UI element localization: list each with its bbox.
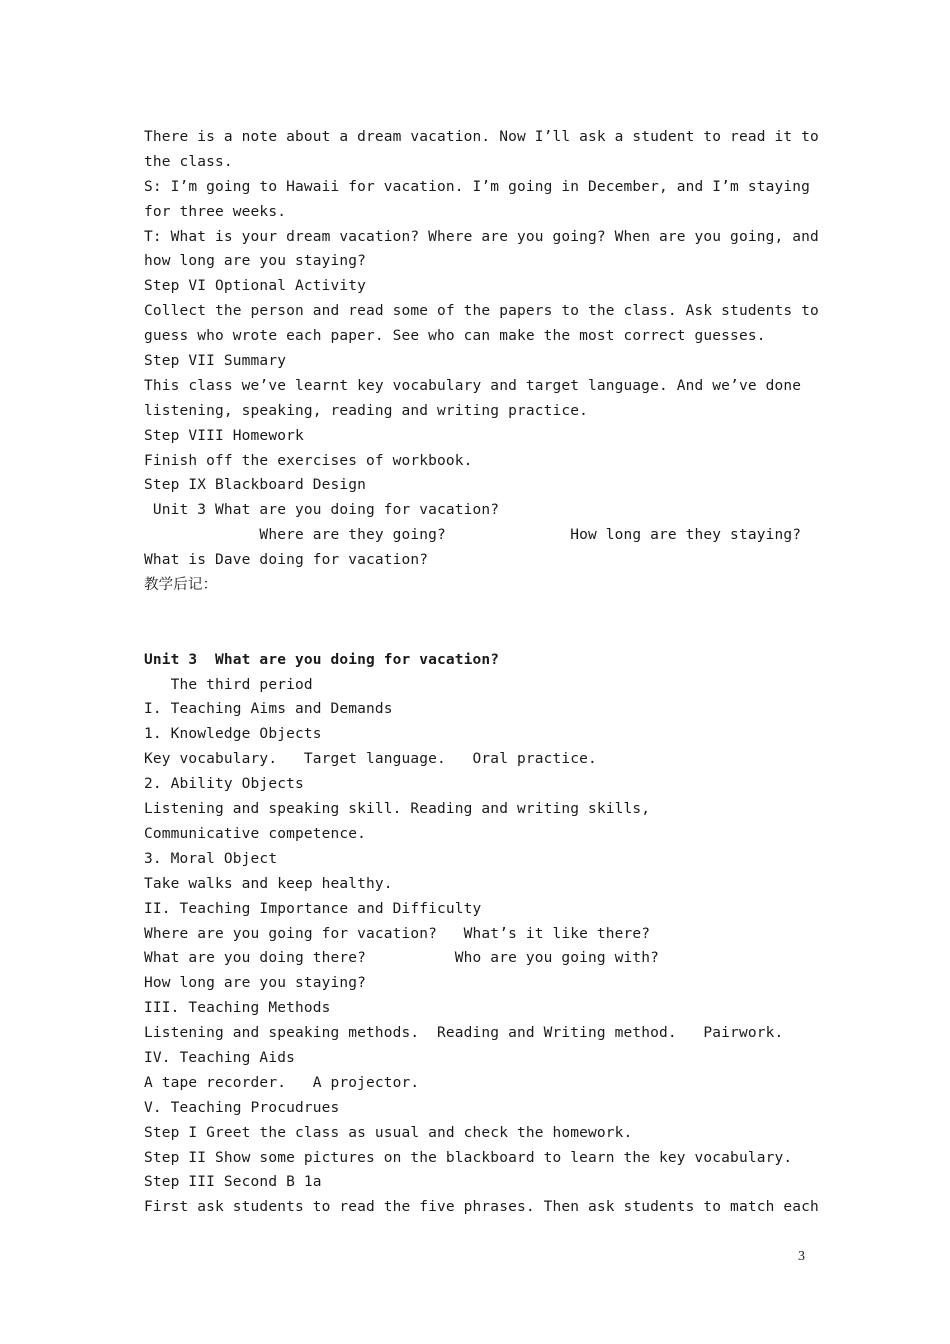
text-line: S: I’m going to Hawaii for vacation. I’m going in December, and I’m staying (144, 178, 810, 195)
text-line: Step VI Optional Activity (144, 278, 366, 295)
text-line: Step I Greet the class as usual and check the homework. (144, 1124, 633, 1141)
text-line: Collect the person and read some of the papers to the class. Ask students to (144, 303, 819, 320)
text-line: for three weeks. (144, 203, 287, 220)
text-line: Listening and speaking methods. Reading and Writing method. Pairwork. (144, 1025, 784, 1042)
text-line: Communicative competence. (144, 825, 366, 842)
text-line: Step II Show some pictures on the blackboard to learn the key vocabulary. (144, 1149, 793, 1166)
text-line: The third period (144, 676, 313, 693)
text-line: Take walks and keep healthy. (144, 875, 393, 892)
text-line (144, 623, 814, 648)
section-heading: Unit 3 What are you doing for vacation? (144, 651, 500, 668)
text-line: the class. (144, 153, 233, 170)
page-number: 3 (798, 1249, 805, 1264)
text-line: 2. Ability Objects (144, 776, 304, 793)
text-line: how long are you staying? (144, 253, 366, 270)
text-line: What is Dave doing for vacation? (144, 552, 429, 569)
text-line: T: What is your dream vacation? Where are you going? When are you going, and (144, 228, 819, 245)
text-line: V. Teaching Procudrues (144, 1099, 340, 1116)
text-line: II. Teaching Importance and Difficulty (144, 900, 482, 917)
text-line: Finish off the exercises of workbook. (144, 452, 473, 469)
text-line: Step IX Blackboard Design (144, 477, 366, 494)
text-line: How long are you staying? (144, 975, 366, 992)
text-line: What are you doing there? Who are you going with? (144, 950, 660, 967)
text-line: Listening and speaking skill. Reading and writing skills, (144, 801, 651, 818)
text-line: Key vocabulary. Target language. Oral practice. (144, 751, 597, 768)
text-line: IV. Teaching Aids (144, 1049, 295, 1066)
text-line: Step VII Summary (144, 353, 287, 370)
text-line: listening, speaking, reading and writing practice. (144, 402, 588, 419)
text-line: Step VIII Homework (144, 427, 304, 444)
text-line: Unit 3 What are you doing for vacation? (144, 502, 500, 519)
text-line: 教学后记： (144, 577, 218, 594)
text-line: This class we’ve learnt key vocabulary and target language. And we’ve done (144, 377, 802, 394)
text-line: I. Teaching Aims and Demands (144, 701, 393, 718)
text-line: There is a note about a dream vacation. Now I’ll ask a student to read it to (144, 129, 819, 145)
text-line: First ask students to read the five phrases. Then ask students to match each (144, 1199, 819, 1216)
text-line: Step III Second B 1a (144, 1174, 322, 1191)
text-line: A tape recorder. A projector. (144, 1074, 420, 1091)
text-line: Where are they going? How long are they staying? (144, 527, 802, 544)
text-line: Where are you going for vacation? What’s it like there? (144, 925, 651, 942)
document-body (144, 125, 819, 1220)
text-line: 1. Knowledge Objects (144, 726, 322, 743)
text-line: guess who wrote each paper. See who can make the most correct guesses. (144, 328, 766, 345)
text-line: III. Teaching Methods (144, 1000, 331, 1017)
text-line (144, 598, 814, 623)
text-line: 3. Moral Object (144, 850, 278, 867)
